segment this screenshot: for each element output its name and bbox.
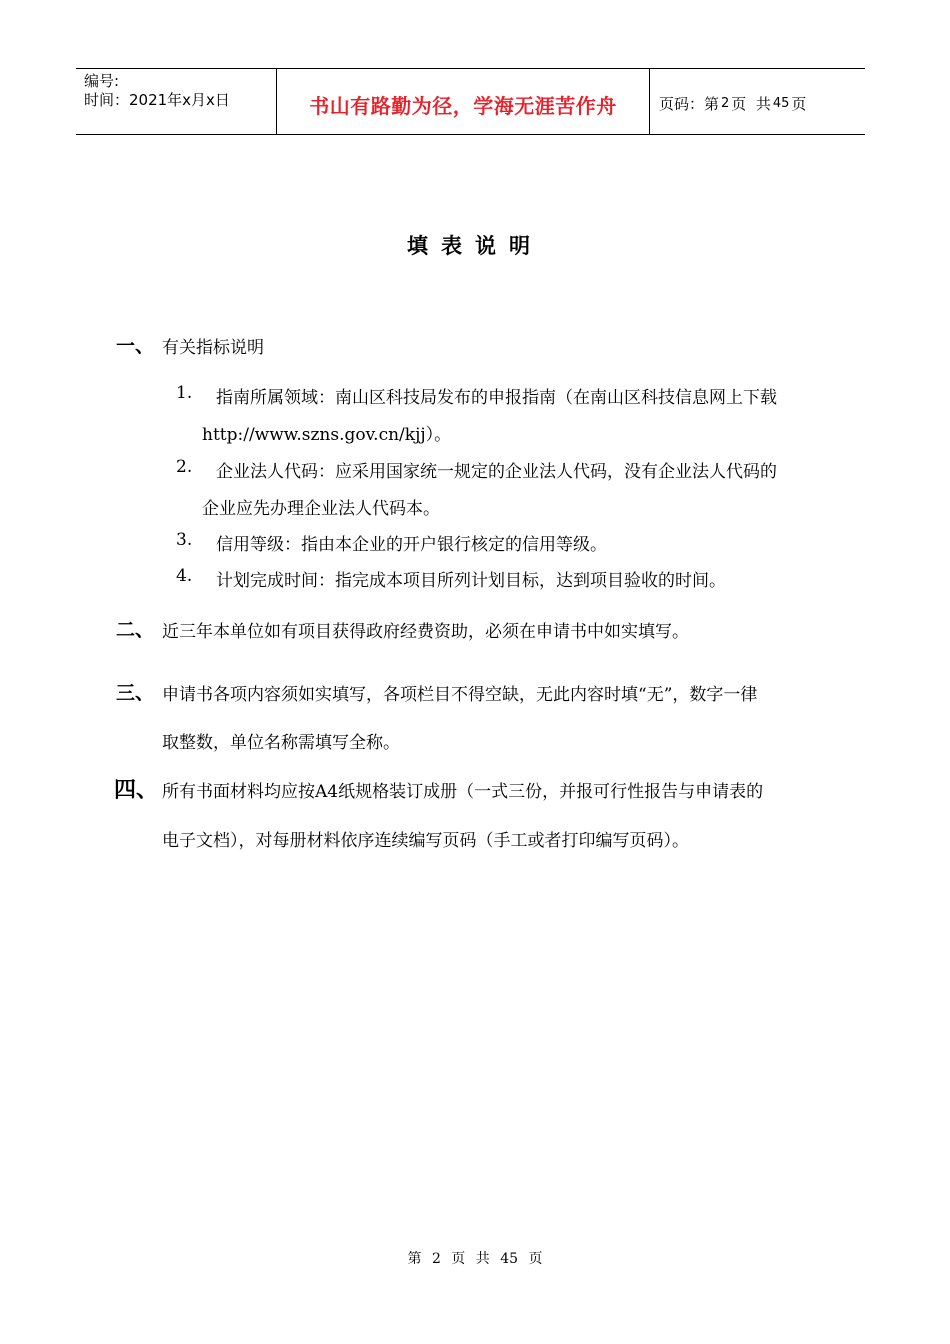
section-1-mark: 一、 [116,335,155,357]
item-4-index: 4. [176,566,193,586]
item-2-line1: 企业法人代码：应采用国家统一规定的企业法人代码，没有企业法人代码的 [216,462,777,482]
item-1-index: 1. [176,383,193,403]
section-3-mark: 三、 [116,682,155,704]
section-2-mark: 二、 [116,619,155,641]
section-1-heading: 有关指标说明 [162,338,264,358]
section-3-line1: 申请书各项内容须如实填写，各项栏目不得空缺，无此内容时填“无”，数字一律 [162,685,758,705]
section-4-line1: 所有书面材料均应按A4纸规格装订成册（一式三份，并报可行性报告与申请表的 [162,782,764,802]
item-3-line1: 信用等级：指由本企业的开户银行核定的信用等级。 [216,535,607,555]
page-prefix: 页码：第 [659,95,720,113]
item-2-index: 2. [176,457,193,477]
section-4-line2: 电子文档），对每册材料依序连续编写页码（手工或者打印编写页码）。 [162,831,689,851]
number-label: 编号: [84,72,120,90]
section-2-line1: 近三年本单位如有项目获得政府经费资助，必须在申请书中如实填写。 [162,622,689,642]
item-4-line1: 计划完成时间：指完成本项目所列计划目标，达到项目验收的时间。 [216,571,726,591]
date-line: 时间：2021年x月x日 [84,91,230,109]
motto-text: 书山有路勤为径，学海无涯苦作舟 [309,94,617,118]
header-meta-cell [76,69,277,134]
page-footer: 第 2 页 共 45 页 [407,1251,543,1267]
section-4-mark: 四、 [114,778,159,803]
page-total: 45 [772,96,790,111]
item-3-index: 3. [176,530,193,550]
item-1-line2: http://www.szns.gov.cn/kjj）。 [202,425,452,445]
item-2-line2: 企业应先办理企业法人代码本。 [202,499,440,519]
page-suffix: 页 [791,95,807,113]
header-motto-cell [277,69,650,134]
page-header [76,68,865,135]
page-title: 填表说明 [407,234,543,258]
header-page-cell [650,69,865,134]
page-number: 2 [721,96,730,111]
item-1-line1: 指南所属领域：南山区科技局发布的申报指南（在南山区科技信息网上下载 [216,388,777,408]
section-3-line2: 取整数，单位名称需填写全称。 [162,733,400,753]
page-mid: 页 共 [731,95,771,113]
